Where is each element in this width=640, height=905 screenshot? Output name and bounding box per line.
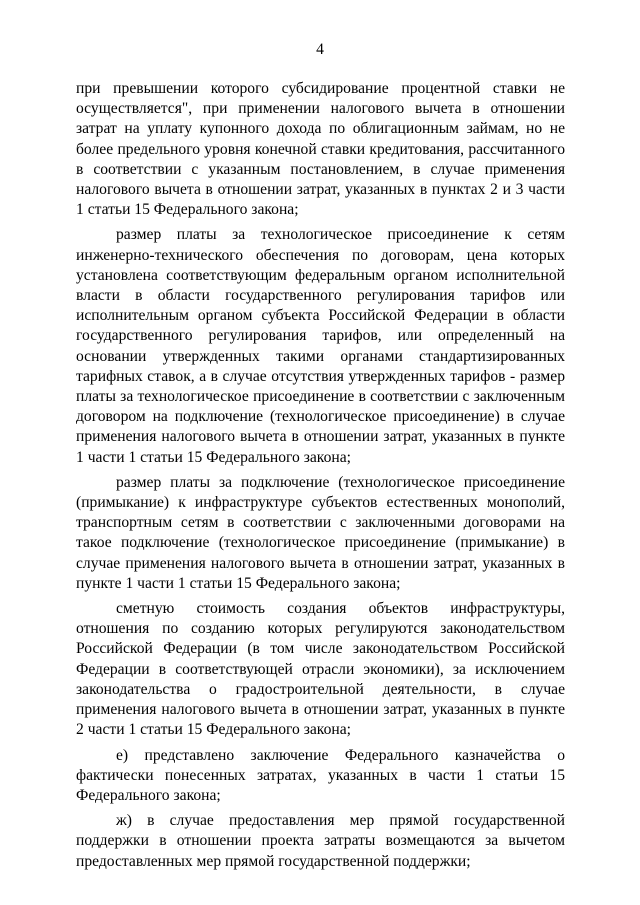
paragraph-continuation: при превышении которого субсидирование процентной ставки не осуществляется", при применении налогового вычета в отношении затрат на уплату купонного дохода по облигационным займам, но не более предельного уровня конечной ставки кредитования, рассчитанного в соответствии с указанным постановлением, в случае применения налогового вычета в отношении затрат, указанных в пунктах 2 и 3 части 1 статьи 15 Федерального закона; bbox=[76, 80, 565, 219]
paragraph-connection-fee: размер платы за технологическое присоединение к сетям инженерно-технического обеспечения по договорам, цена которых установлена соответствующим федеральным органом исполнительной власти в области государственного регулирования тарифов или исполнительным органом субъекта Российской Федерации в области государственного регулирования тарифов, или определенный на основании утвержденных такими органами стандартизированных тарифных ставок, а в случае отсутствия утвержденных тарифов - размер платы за технологическое присоединение в соответствии с заключенным договором на подключение (технологическое присоединение) в случае применения налогового вычета в отношении затрат, указанных в пункте 1 части 1 статьи 15 Федерального закона; bbox=[76, 226, 565, 466]
paragraph-infrastructure-fee: размер платы за подключение (технологическое присоединение (примыкание) к инфраструктуре субъектов естественных монополий, транспортным сетям в соответствии с заключенными договорами на такое подключение (технологическое присоединение (примыкание) в случае применения налогового вычета в отношении затрат, указанных в пункте 1 части 1 статьи 15 Федерального закона; bbox=[76, 473, 565, 592]
paragraph-treasury-conclusion: е) представлено заключение Федерального казначейства о фактически понесенных затратах, указанных в части 1 статьи 15 Федерального закона; bbox=[76, 746, 565, 804]
paragraph-state-support: ж) в случае предоставления мер прямой государственной поддержки в отношении проекта затраты возмещаются за вычетом предоставленных мер прямой государственной поддержки; bbox=[76, 812, 565, 870]
page-number: 4 bbox=[316, 41, 324, 58]
paragraph-estimated-cost: сметную стоимость создания объектов инфраструктуры, отношения по созданию которых регулируются законодательством Российской Федерации (в том числе законодательством Российской Федерации в соответствующей отрасли экономики), за исключением законодательства о градостроительной деятельности, в случае применения налогового вычета в отношении затрат, указанных в пункте 2 части 1 статьи 15 Федерального закона; bbox=[76, 600, 565, 739]
document-body bbox=[76, 79, 565, 872]
